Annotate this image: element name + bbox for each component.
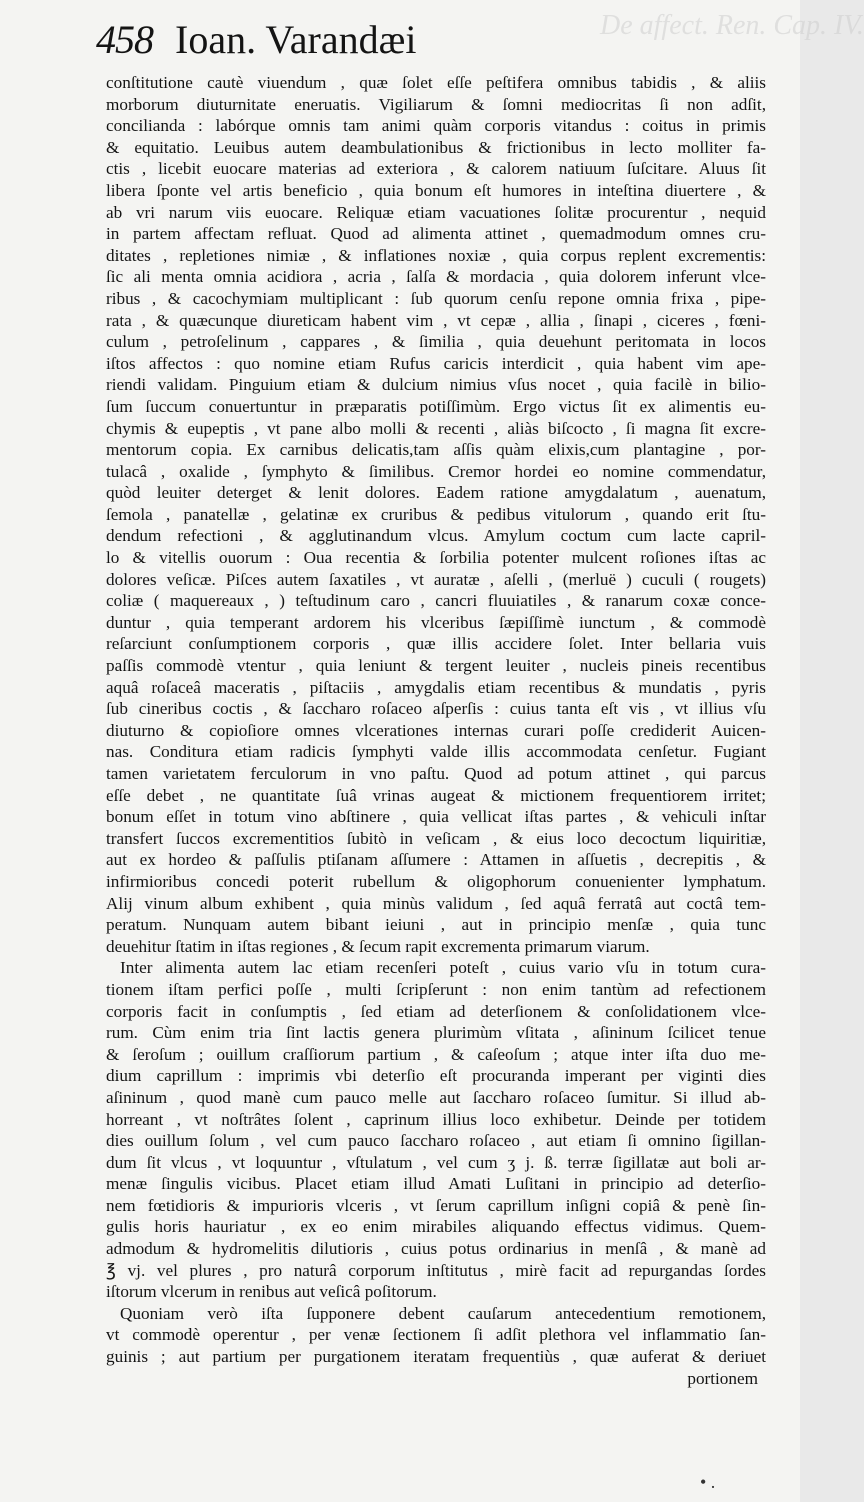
text-line: Alij vinum album exhibent , quia minùs validum , ſed aquâ ferratâ aut coctâ tem-	[106, 893, 766, 913]
bottom-mark: • .	[700, 1472, 716, 1492]
text-line: duntur , quia temperant ardorem his vlceribus ſæpiſſimè iunctum , & commodè	[106, 612, 766, 632]
text-line: dum ſit vlcus , vt loquuntur , vſtulatum , vel cum ʒ j. ß. terræ ſigillatæ aut boli ar-	[106, 1152, 766, 1172]
text-line: aſininum , quod manè cum pauco melle aut ſaccharo roſaceo ſumitur. Si illud ab-	[106, 1087, 766, 1107]
text-line: guinis ; aut partium per purgationem iteratam frequentiùs , quæ auferat & deriuet	[106, 1347, 766, 1367]
page-number: 458	[96, 17, 153, 62]
text-line: admodum & hydromelitis dilutioris , cuius potus ordinarius in menſâ , & manè ad	[106, 1239, 766, 1259]
text-line: transfert ſuccos excrementitios ſubitò in veſicam , & eius loco decoctum liquiritiæ,	[106, 828, 766, 848]
text-line: bonum eſſet in totum vino abſtinere , quia vellicat iſtas partes , & vehiculi inſtar	[106, 807, 766, 827]
page-header	[96, 16, 416, 68]
paragraph-3	[106, 1303, 766, 1368]
text-line: Inter alimenta autem lac etiam recenſeri poteſt , cuius vario vſu in totum cura-	[120, 958, 766, 978]
text-line: deuehitur ſtatim in iſtas regiones , & ſecum rapit excrementa primarum viarum.	[106, 936, 650, 956]
text-line: dolores veſicæ. Piſces autem ſaxatiles , vt auratæ , aſelli , (merluë ) cuculi ( rougets)	[106, 569, 766, 589]
text-line: riendi validam. Pinguium etiam & dulcium nimius vſus nocet , quia facilè in bilio-	[106, 375, 766, 395]
text-line: gulis horis hauriatur , ex eo enim mirabiles aliquando effectus vidimus. Quem-	[106, 1217, 766, 1237]
text-line: ſic ali menta omnia acidiora , acria , ſalſa & mordacia , quia dolorem inferunt vlce-	[106, 267, 766, 287]
text-line: in partem affectam refluat. Quod ad alimenta attinet , quemadmodum omnes cru-	[106, 224, 766, 244]
text-line: coliæ ( maquereaux , ) teſtudinum caro , cancri fluuiatiles , & ranarum coxæ conce-	[106, 591, 766, 611]
text-line: vt commodè operentur , per venæ ſectionem ſi adſit plethora vel inflammatio ſan-	[106, 1325, 766, 1345]
text-line: tamen varietatem ferculorum in vno paſtu. Quod ad potum attinet , qui parcus	[106, 764, 766, 783]
text-line: & equitatio. Leuibus autem deambulationibus & frictionibus in lecto molliter fa-	[106, 137, 766, 157]
text-line: quòd leuiter deterget & lenit dolores. Eadem ratione amygdalatum , auenatum,	[106, 483, 766, 503]
text-line: corporis facit in conſumptis , ſed etiam ad deterſionem & conſolidationem vlce-	[106, 1001, 766, 1021]
text-line: ℥ vj. vel plures , pro naturâ corporum inſtitutus , mirè facit ad repurgandas ſordes	[106, 1260, 766, 1280]
text-line: horreant , vt noſtrâtes ſolent , caprinum illius loco exhibetur. Deinde per totidem	[106, 1109, 766, 1129]
text-line: iſtos affectos : quo nomine etiam Rufus caricis interdicit , quia habent vim ape-	[106, 353, 766, 373]
paragraph-2	[106, 957, 766, 1303]
text-line: iſtorum vlcerum in renibus aut veſicâ poſitorum.	[106, 1282, 437, 1302]
text-line: paſſis commodè vtentur , quia leniunt & tergent leuiter , nucleis pineis recentibus	[106, 656, 766, 676]
text-line: chymis & eupeptis , vt pane albo molli & recenti , aliàs biſcocto , ſi magna ſit excre-	[106, 418, 766, 438]
bleed-through-text: De affect. Ren. Cap. IV.	[600, 10, 864, 41]
text-line: mentorum copia. Ex carnibus delicatis,tam aſſis quàm elixis,cum plantagine , por-	[106, 440, 766, 460]
text-line: ribus , & cacochymiam multiplicant : ſub quorum cenſu repone omnia frixa , pipe-	[106, 288, 766, 308]
text-line: morborum diuturnitate eneruatis. Vigiliarum & ſomni mediocritas ſi non adſit,	[106, 94, 766, 114]
text-line: & ſeroſum ; ouillum craſſiorum partium , & caſeoſum ; atque inter iſta duo me-	[106, 1044, 766, 1064]
text-line: nem fœtidioris & impurioris vlceris , vt ſerum caprillum inſigni copiâ & penè ſin-	[106, 1195, 766, 1215]
text-line: culum , petroſelinum , cappares , & ſimilia , quia deuehunt peritomata in locos	[106, 332, 766, 352]
text-line: libera ſponte vel artis beneficio , quia bonum eſt humores in inteſtina diuertere , &	[106, 180, 766, 200]
text-line: infirmioribus concedi poterit rubellum & oligophorum conuenienter lymphatum.	[106, 871, 766, 891]
catchword: portionem	[687, 1368, 758, 1388]
text-line: ſum ſuccum conuertuntur in præparatis potiſſimùm. Ergo victus ſit ex alimentis eu-	[106, 396, 766, 416]
text-line: eſſe debet , ne quantitate ſuâ vrinas augeat & mictionem frequentiorem irritet;	[106, 785, 766, 805]
body-text	[106, 72, 766, 1389]
text-line: nas. Conditura etiam radicis ſymphyti valde illis accommodata cenſetur. Fugiant	[106, 742, 766, 762]
text-line: ab vri narum viis euocare. Reliquæ etiam vacuationes ſolitæ procurentur , nequid	[106, 202, 766, 222]
text-line: peratum. Nunquam autem bibant ieiuni , aut in principio menſæ , quia tunc	[106, 915, 766, 935]
text-line: conſtitutione cautè viuendum , quæ ſolet eſſe peſtifera omnibus tabidis , & aliis	[106, 73, 766, 92]
text-line: menæ ſingulis vicibus. Placet etiam illud Amati Luſitani in principio ad deterſio-	[106, 1174, 766, 1194]
text-line: rum. Cùm enim tria ſint lactis genera plurimùm vſitata , aſininum ſcilicet tenue	[106, 1023, 766, 1043]
text-line: concilianda : labórque omnis tam animi quàm corporis vitandus : coitus in primis	[106, 116, 766, 136]
text-line: diuturno & copioſiore omnes vlcerationes internas curari poſſe crediderit Auicen-	[106, 720, 766, 740]
text-line: tionem iſtam perfici poſſe , multi ſcripſerunt : non enim tantùm ad refectionem	[106, 979, 766, 999]
text-line: dies ouillum ſolum , vel cum pauco ſaccharo roſaceo , aut etiam ſi omnino ſigillan-	[106, 1131, 766, 1151]
text-line: rata , & quæcunque diureticam habent vim , vt cepæ , allia , ſinapi , ciceres , fœni-	[106, 310, 766, 330]
paragraph-1	[106, 72, 766, 957]
text-line: ctis , licebit euocare materias ad exteriora , & calorem natiuum ſuſcitare. Aluus ſit	[106, 159, 766, 179]
text-line: lo & vitellis ouorum : Oua recentia & ſorbilia potenter mulcent roſiones iſtas ac	[106, 548, 766, 568]
text-line: aut ex hordeo & paſſulis ptiſanam aſſumere : Attamen in aſſuetis , decrepitis , &	[106, 850, 766, 870]
text-line: dium caprillum : imprimis vbi deterſio eſt procuranda imperant per viginti dies	[106, 1066, 766, 1086]
running-head: Ioan. Varandæi	[175, 17, 417, 62]
text-line: aquâ roſaceâ maceratis , piſtaciis , amygdalis etiam recentibus & mundatis , pyris	[106, 677, 766, 697]
text-line: ſemola , panatellæ , gelatinæ ex cruribus & pedibus vitulorum , quando erit ſtu-	[106, 504, 766, 524]
text-line: Quoniam verò iſta ſupponere debent cauſarum antecedentium remotionem,	[120, 1303, 766, 1323]
text-line: dendum refectioni , & agglutinandum vlcus. Amylum coctum cum lacte capril-	[106, 526, 766, 546]
text-line: reſarciunt conſumptionem corporis , quæ illis accidere ſolet. Inter bellaria vuis	[106, 634, 766, 654]
text-line: ditates , repletiones nimiæ , & inflationes noxiæ , quia corpus replent excrementis:	[106, 245, 766, 265]
text-line: ſub cineribus coctis , & ſaccharo roſaceo aſperſis : cuius tanta eſt vis , vt illius vſu	[106, 699, 766, 719]
text-line: tulacâ , oxalide , ſymphyto & ſimilibus. Cremor hordei eo nomine commendatur,	[106, 461, 766, 481]
